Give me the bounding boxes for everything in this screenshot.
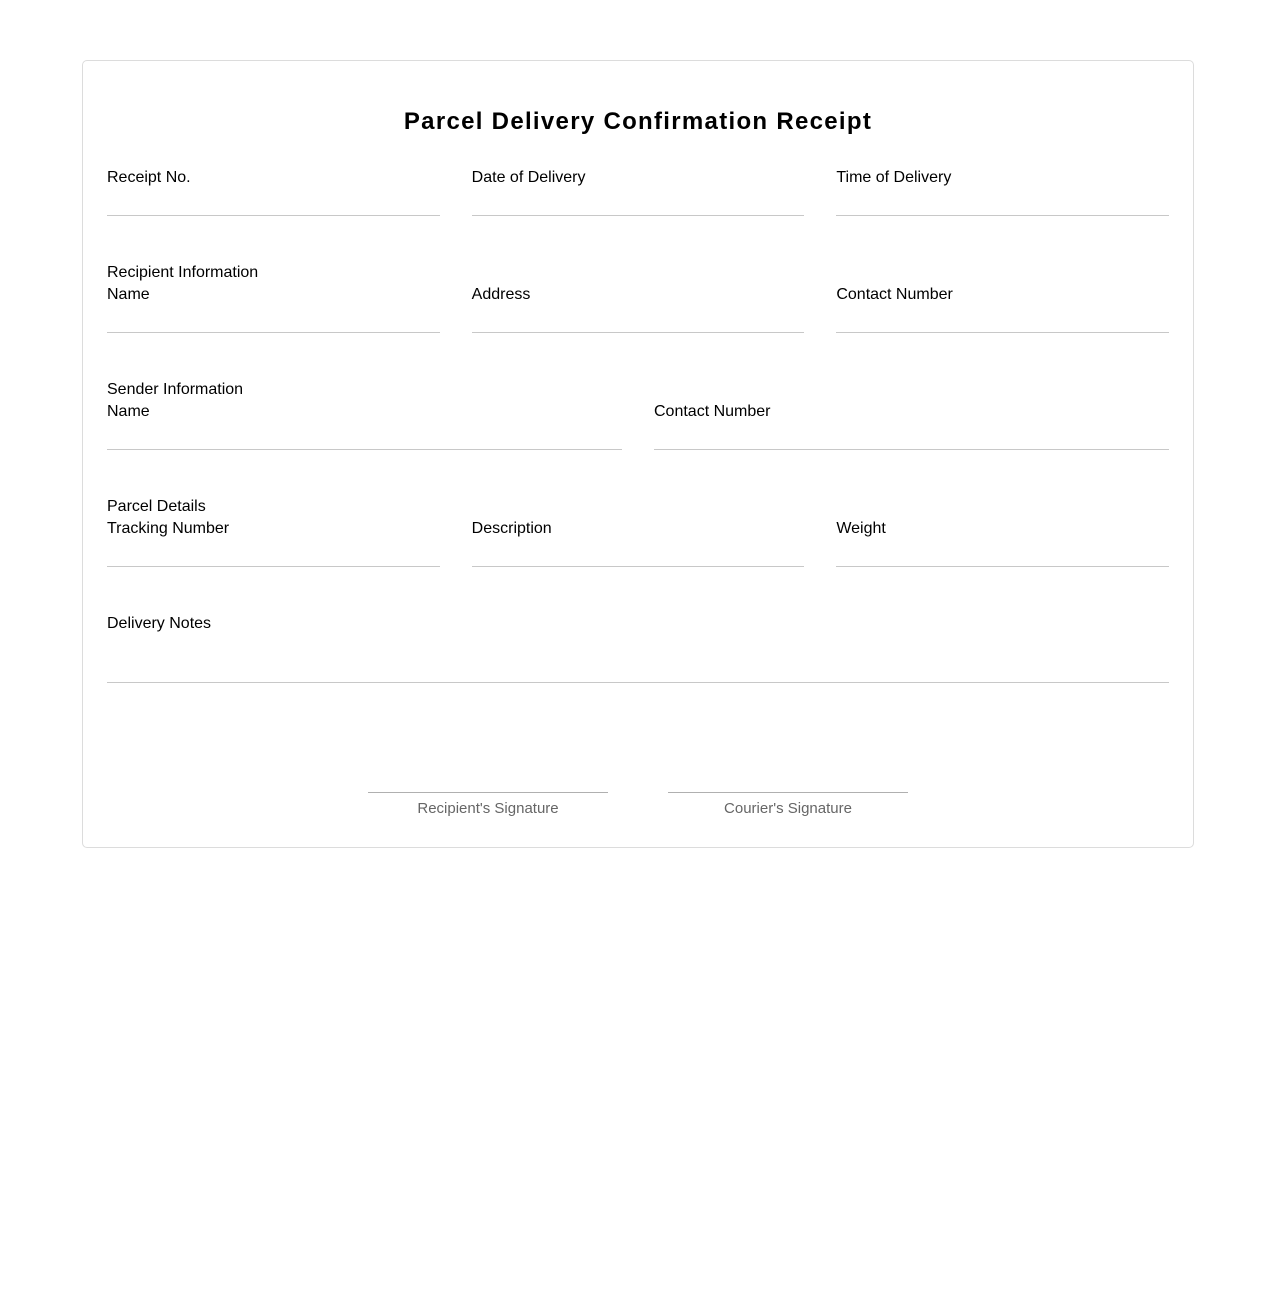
signature-area: [83, 792, 1193, 817]
description-label: Description: [471, 520, 552, 537]
sender-contact-field: [654, 379, 1169, 450]
tracking-number-input-line[interactable]: [107, 566, 440, 567]
receipt-card: [82, 60, 1194, 848]
delivery-notes-label: Delivery Notes: [107, 615, 212, 632]
weight-label: Weight: [836, 520, 886, 537]
notes-row: [107, 613, 1169, 683]
date-of-delivery-label: Date of Delivery: [471, 169, 586, 186]
recipient-section-heading: Recipient Information: [107, 264, 259, 281]
tracking-number-field: [107, 496, 440, 567]
courier-signature: [668, 792, 908, 817]
recipient-row: [107, 262, 1169, 333]
recipient-address-field: [472, 262, 805, 333]
receipt-no-label: Receipt No.: [107, 169, 191, 186]
weight-field: [836, 496, 1169, 567]
sender-row: [107, 379, 1169, 450]
receipt-no-input-line[interactable]: [107, 215, 440, 216]
recipient-name-input-line[interactable]: [107, 332, 440, 333]
recipient-address-input-line[interactable]: [472, 332, 805, 333]
receipt-meta-row: [107, 167, 1169, 216]
time-of-delivery-label: Time of Delivery: [836, 169, 952, 186]
receipt-no-field: [107, 167, 440, 216]
time-of-delivery-field: [836, 167, 1169, 216]
date-of-delivery-input-line[interactable]: [472, 215, 805, 216]
sender-contact-input-line[interactable]: [654, 449, 1169, 450]
courier-signature-line[interactable]: [668, 792, 908, 793]
recipient-contact-label: Contact Number: [836, 286, 953, 303]
recipient-name-field: [107, 262, 440, 333]
courier-signature-label: Courier's Signature: [724, 800, 852, 817]
recipient-name-label: Name: [107, 286, 150, 303]
sender-name-input-line[interactable]: [107, 449, 622, 450]
delivery-notes-input-line[interactable]: [107, 682, 1169, 683]
recipient-address-label: Address: [471, 286, 531, 303]
recipient-signature: [368, 792, 608, 817]
recipient-signature-label: Recipient's Signature: [417, 800, 559, 817]
delivery-notes-field: [107, 613, 1169, 683]
sender-name-label: Name: [107, 403, 150, 420]
parcel-row: [107, 496, 1169, 567]
recipient-contact-field: [836, 262, 1169, 333]
tracking-number-label: Tracking Number: [107, 520, 230, 537]
page-title: Parcel Delivery Confirmation Receipt: [403, 108, 873, 135]
sender-contact-label: Contact Number: [654, 403, 771, 420]
sender-name-field: [107, 379, 622, 450]
description-field: [472, 496, 805, 567]
description-input-line[interactable]: [472, 566, 805, 567]
weight-input-line[interactable]: [836, 566, 1169, 567]
recipient-contact-input-line[interactable]: [836, 332, 1169, 333]
time-of-delivery-input-line[interactable]: [836, 215, 1169, 216]
date-of-delivery-field: [472, 167, 805, 216]
recipient-signature-line[interactable]: [368, 792, 608, 793]
sender-section-heading: Sender Information: [107, 381, 244, 398]
parcel-section-heading: Parcel Details: [107, 498, 206, 515]
